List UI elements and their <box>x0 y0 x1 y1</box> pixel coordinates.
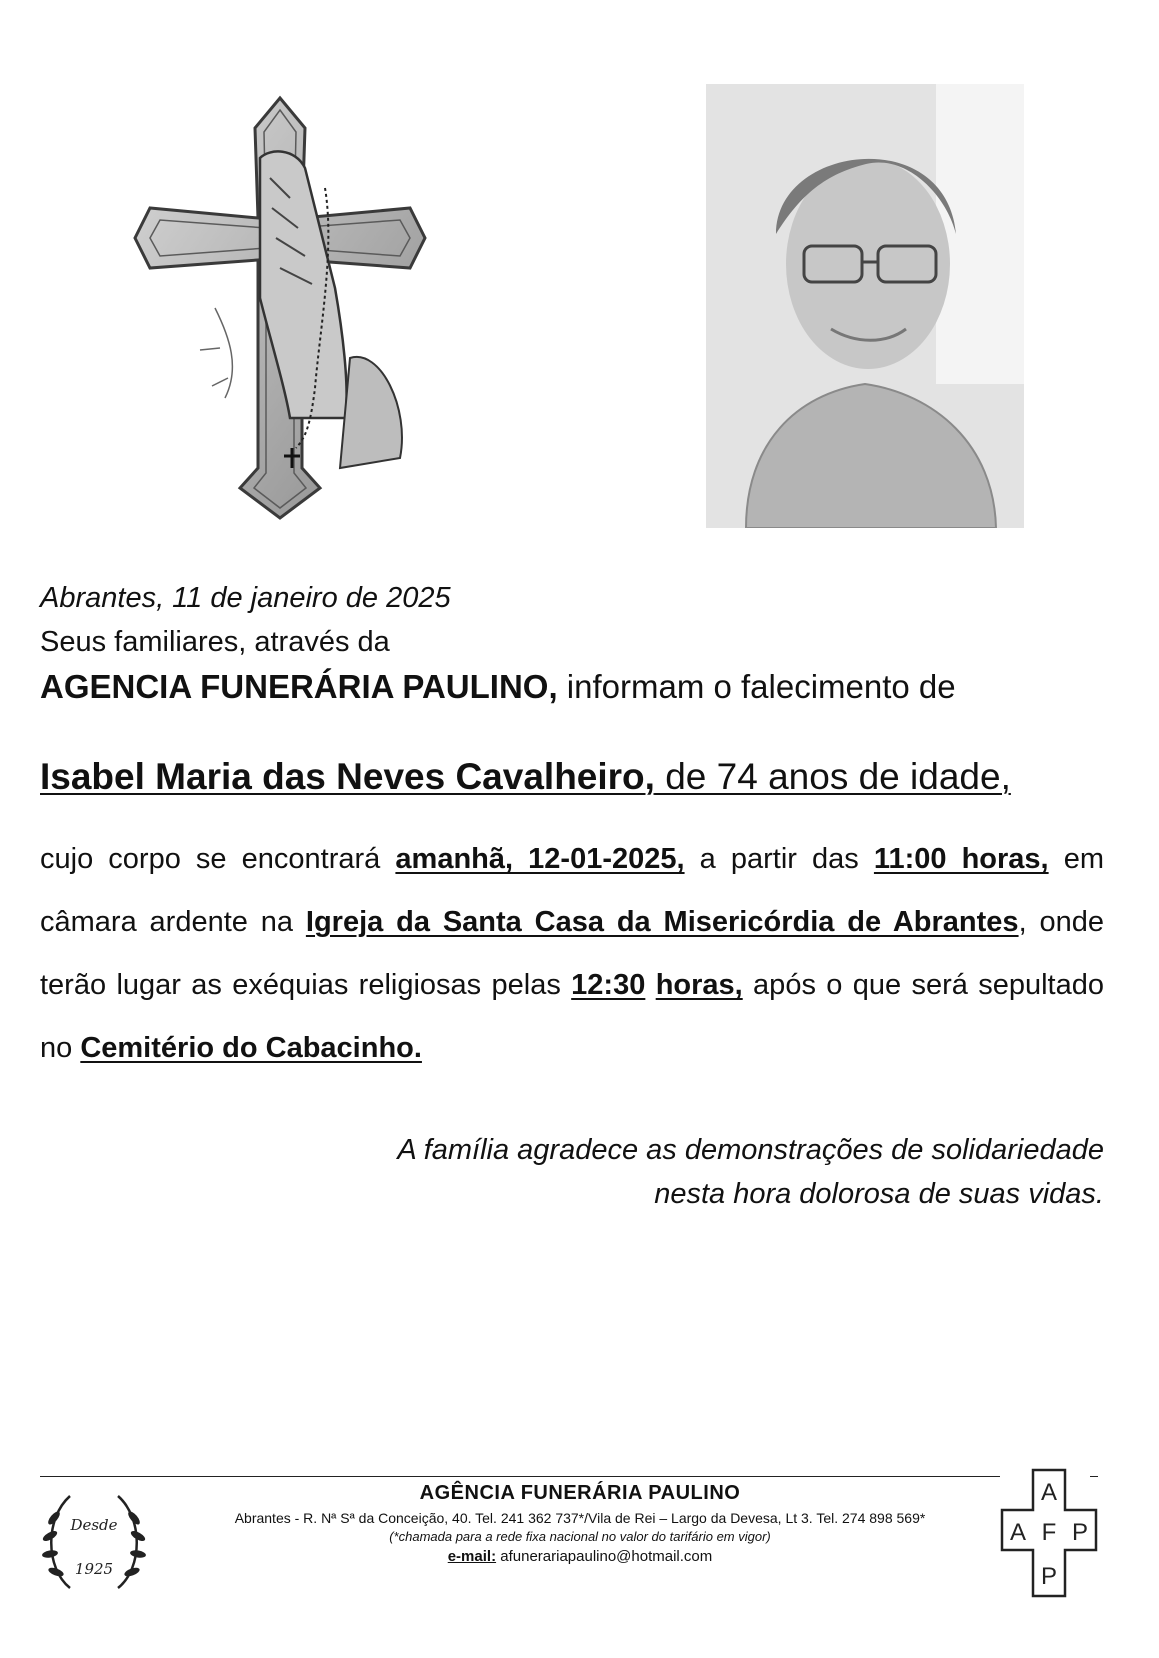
para-text: a partir das <box>684 843 874 875</box>
logo-letter-right: P <box>1071 1519 1089 1546</box>
agency-line <box>40 668 1104 706</box>
thanks-line-1: A família agradece as demonstrações de solidariedade <box>397 1134 1104 1166</box>
service-time: 12:30 <box>571 969 646 1001</box>
logo-letter-top: A <box>1040 1479 1058 1506</box>
families-line: Seus familiares, através da <box>40 626 390 658</box>
deceased-line <box>40 756 1104 798</box>
para-text: em câmara ardente na <box>40 843 1105 938</box>
date-line: Abrantes, 11 de janeiro de 2025 <box>40 582 451 614</box>
footer-note: (*chamada para a rede fixa nacional no valor do tarifário em vigor) <box>389 1529 771 1544</box>
laurel-text-top: Desde <box>70 1516 118 1534</box>
funeral-details-paragraph <box>40 828 1104 1080</box>
laurel-text-bottom: 1925 <box>74 1560 114 1578</box>
logo-letter-center: F <box>1041 1519 1057 1546</box>
para-text: , onde terão lugar as exéquias religiosas pelas <box>40 906 1104 1001</box>
praying-hands-cross-illustration <box>120 88 440 528</box>
laurel-emblem <box>40 1488 148 1598</box>
deceased-name: Isabel Maria das Neves Cavalheiro, <box>40 756 655 797</box>
portrait-photo <box>706 84 1024 528</box>
logo-letter-left: A <box>1009 1519 1027 1546</box>
wake-location: Igreja da Santa Casa da Misericórdia de Abrantes <box>305 906 1019 938</box>
para-text <box>645 969 655 1001</box>
thanks-line-2: nesta hora dolorosa de suas vidas. <box>654 1178 1104 1210</box>
para-text: cujo corpo se encontrará <box>40 843 396 875</box>
logo-letter-bottom: P <box>1040 1563 1058 1590</box>
wake-date: amanhã, 12-01-2025, <box>395 843 685 875</box>
service-time-unit: horas, <box>655 969 743 1001</box>
deceased-age: de 74 anos de idade, <box>654 756 1011 797</box>
footer-info <box>160 1482 1000 1565</box>
email-label: e-mail: <box>447 1548 497 1565</box>
agency-suffix: informam o falecimento de <box>557 668 956 705</box>
wake-time: 11:00 horas, <box>873 843 1049 875</box>
agency-name: AGENCIA FUNERÁRIA PAULINO, <box>40 668 558 705</box>
thanks-message <box>304 1128 1104 1216</box>
footer-address: Abrantes - R. Nª Sª da Conceição, 40. Tel. 241 362 737*/Vila de Rei – Largo da Devesa, Lt 3. Tel. 274 898 569* <box>234 1510 926 1526</box>
email-address: afunerariapaulino@hotmail.com <box>496 1548 713 1565</box>
footer-divider <box>40 1476 1000 1477</box>
para-text: após o que será sepultado no <box>40 969 1105 1064</box>
cemetery-name: Cemitério do Cabacinho. <box>80 1032 422 1064</box>
afp-cross-logo <box>1000 1468 1098 1598</box>
footer-email-line <box>160 1548 1000 1565</box>
footer-title: AGÊNCIA FUNERÁRIA PAULINO <box>419 1482 741 1504</box>
